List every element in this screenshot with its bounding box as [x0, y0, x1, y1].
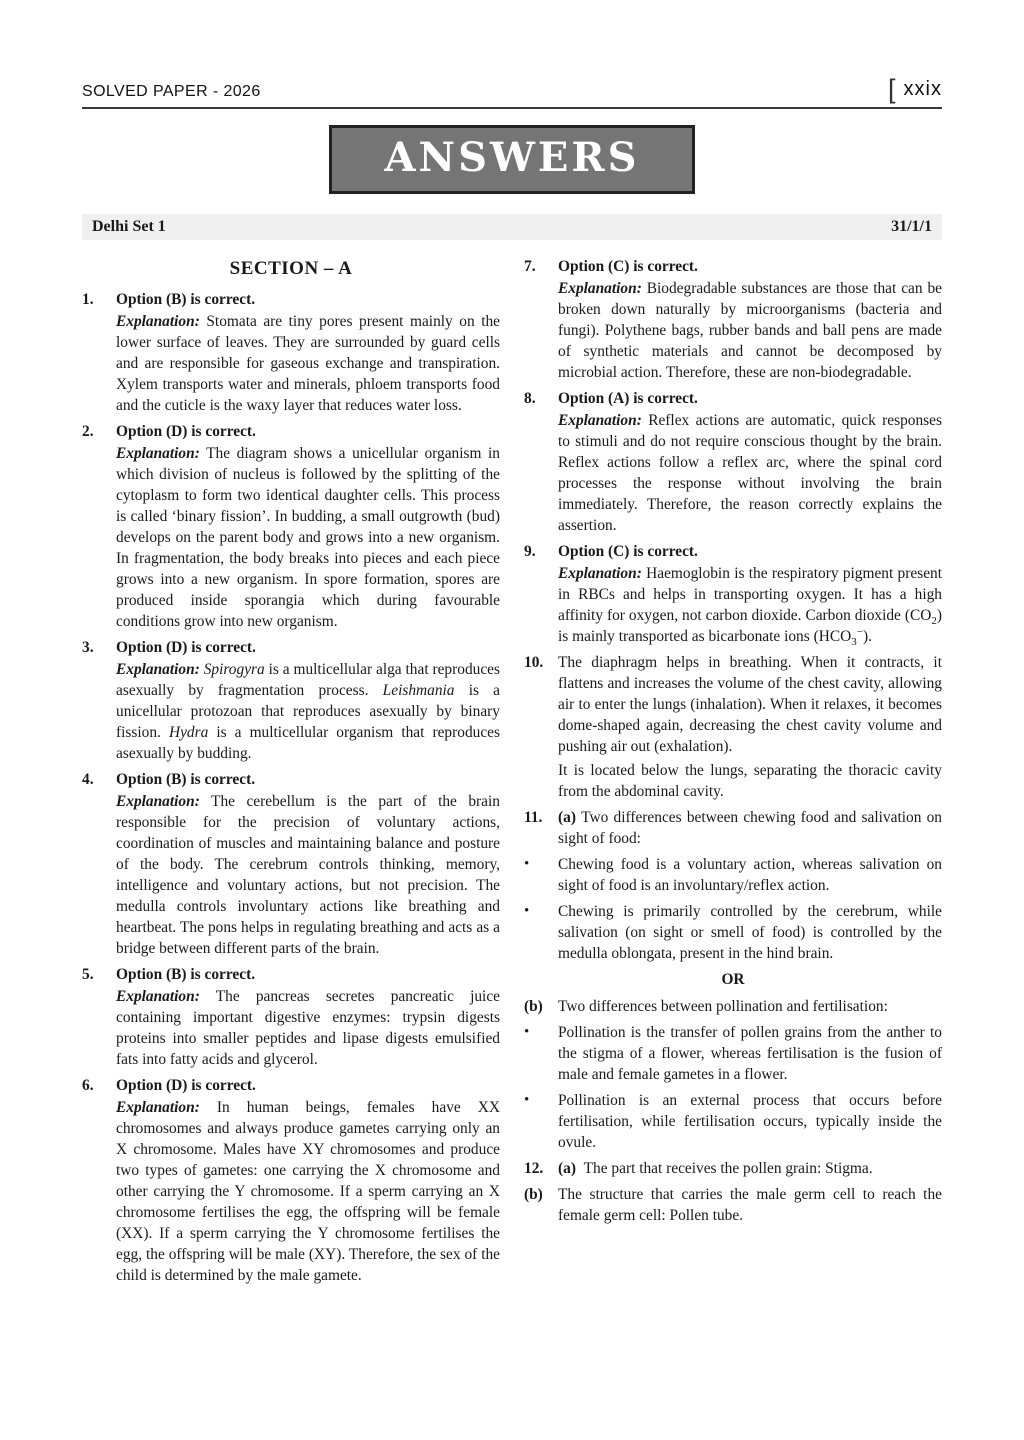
- text-run: Haemoglobin is the respiratory pigment present in RBCs and helps in transporting oxygen. It has a high affinity for oxygen, not carbon dioxide. Carbon dioxide (CO: [558, 565, 942, 624]
- text-run: Chewing food is a voluntary action, whereas salivation on sight of food is an involuntary/reflex action.: [558, 856, 942, 894]
- left-column: [82, 256, 500, 1291]
- item-marker: 11.: [524, 809, 543, 826]
- text-run: Pollination is the transfer of pollen grains from the anther to the stigma of a flower, whereas fertilisation is the fusion of male and female gametes in a flower.: [558, 1024, 942, 1083]
- item-body: [558, 256, 942, 383]
- option-answer: Option (B) is correct.: [116, 291, 256, 308]
- paragraph: [558, 996, 942, 1017]
- text-run: Explanation:: [558, 412, 642, 429]
- answer-item: [524, 1158, 942, 1179]
- explanation-paragraph: [558, 1158, 942, 1179]
- section-heading: SECTION – A: [229, 258, 353, 279]
- text-run: ) is mainly transported as bicarbonate ions (HCO: [558, 607, 942, 645]
- text-run: It is located below the lungs, separating the thoracic cavity from the abdominal cavity.: [558, 762, 942, 800]
- item-marker: 12.: [524, 1160, 544, 1177]
- item-body: [116, 637, 500, 764]
- text-run: Explanation:: [116, 313, 200, 330]
- bullet-marker: •: [524, 903, 530, 919]
- text-run: Leishmania: [382, 682, 455, 699]
- item-body: [558, 996, 942, 1017]
- item-marker: 9.: [524, 543, 536, 560]
- explanation-paragraph: [558, 278, 942, 383]
- text-run: Chewing is primarily controlled by the cerebrum, while salivation (on sight or smell of food) is controlled by the medulla oblongata, present in the hind brain.: [558, 903, 942, 962]
- bracket-glyph: [: [888, 74, 896, 105]
- text-run: Explanation:: [116, 1099, 200, 1116]
- text-run: Explanation:: [116, 988, 200, 1005]
- text-run: The structure that carries the male germ cell to reach the female germ cell: Pollen tube.: [558, 1186, 942, 1224]
- page-number: xxix: [903, 78, 942, 100]
- answer-item: [82, 964, 500, 1070]
- answer-item: [82, 421, 500, 632]
- text-run: Spirogyra: [203, 661, 265, 678]
- option-answer: Option (D) is correct.: [116, 423, 256, 440]
- explanation-paragraph: [116, 1097, 500, 1286]
- text-run: (a): [558, 1160, 584, 1177]
- item-body: [558, 1090, 942, 1153]
- item-marker: 10.: [524, 654, 544, 671]
- bullet-item: [524, 1090, 942, 1153]
- text-run: The diagram shows a unicellular organism in which division of nucleus is followed by the splitting of the cytoplasm to form two identical daughter cells. This process is called ‘binary fission’. In budding, a small outgrowth (bud) develops on the parent body and grows into a new organism. In fragmentation, the body breaks into pieces and each piece grows into a new organism. In spore formation, spores are produced inside sporangia which during favourable conditions grow into new organism.: [116, 445, 500, 630]
- item-marker: 4.: [82, 771, 94, 788]
- item-marker: 5.: [82, 966, 94, 983]
- bullet-marker: •: [524, 856, 530, 872]
- option-answer: Option (B) is correct.: [116, 771, 256, 788]
- bullet-marker: •: [524, 1092, 530, 1108]
- answer-item: [524, 652, 942, 802]
- item-marker: (b): [524, 1186, 543, 1203]
- item-marker: 3.: [82, 639, 94, 656]
- text-run: The pancreas secretes pancreatic juice containing important digestive enzymes: trypsin digests proteins into smaller peptides and lipase digests emulsified fats into fatty acids and glycerol.: [116, 988, 500, 1068]
- set-bar-right: 31/1/1: [891, 218, 932, 235]
- answer-item: [524, 256, 942, 383]
- paragraph: [558, 1022, 942, 1085]
- set-bar: [82, 214, 942, 240]
- text-run: Explanation:: [116, 445, 200, 462]
- answer-item: [524, 388, 942, 536]
- item-marker: 1.: [82, 291, 94, 308]
- answer-item: [82, 289, 500, 416]
- text-run: Explanation:: [558, 565, 642, 582]
- text-run: Pollination is an external process that occurs before fertilisation, while fertilisation occurs, typically inside the ovule.: [558, 1092, 942, 1151]
- text-run: Explanation:: [116, 793, 200, 810]
- option-answer: Option (C) is correct.: [558, 258, 698, 275]
- answers-banner: ANSWERS: [329, 125, 694, 194]
- answer-item: [524, 996, 942, 1017]
- option-answer: Option (C) is correct.: [558, 543, 698, 560]
- item-body: [116, 289, 500, 416]
- item-marker: 2.: [82, 423, 94, 440]
- two-column-layout: [82, 256, 942, 1291]
- text-run: Explanation:: [116, 661, 200, 678]
- answer-item: [82, 769, 500, 959]
- text-run: Hydra: [168, 724, 209, 741]
- explanation-paragraph: [116, 443, 500, 632]
- page-number-group: [888, 74, 942, 105]
- text-run: The part that receives the pollen grain: Stigma.: [583, 1160, 873, 1177]
- explanation-paragraph: [558, 807, 942, 849]
- page-header: [82, 74, 942, 109]
- item-body: [558, 807, 942, 849]
- explanation-paragraph: [116, 791, 500, 959]
- bullet-item: [524, 901, 942, 964]
- option-answer: Option (B) is correct.: [116, 966, 256, 983]
- or-divider: OR: [721, 971, 745, 988]
- answer-item: [82, 637, 500, 764]
- item-body: [558, 652, 942, 802]
- item-body: [116, 769, 500, 959]
- text-run: Two differences between chewing food and salivation on sight of food:: [558, 809, 942, 847]
- option-answer: Option (D) is correct.: [116, 1077, 256, 1094]
- text-run: Stomata are tiny pores present mainly on the lower surface of leaves. They are surrounded by guard cells and are responsible for gaseous exchange and transpiration. Xylem transports water and minerals, phloem transports food and the cuticle is the waxy layer that reduces water loss.: [116, 313, 500, 414]
- item-body: [558, 901, 942, 964]
- explanation-paragraph: [116, 986, 500, 1070]
- text-run: Reflex actions are automatic, quick responses to stimuli and do not require conscious thought by the brain. Reflex actions follow a reflex arc, where the spinal cord processes the response without involving the brain immediately. Therefore, the reason correctly explains the assertion.: [558, 412, 942, 534]
- answer-item: [524, 807, 942, 849]
- document-page: [82, 0, 942, 1291]
- text-run: 3: [851, 636, 857, 649]
- text-run: The diaphragm helps in breathing. When it contracts, it flattens and increases the volume of the chest cavity, allowing air to enter the lungs (inhalation). When it relaxes, it becomes dome-shaped again, decreasing the chest cavity volume and pushing air out (exhalation).: [558, 654, 942, 755]
- answers-banner-wrap: [82, 125, 942, 194]
- header-title: SOLVED PAPER - 2026: [82, 83, 261, 100]
- text-run: −: [856, 625, 863, 638]
- explanation-paragraph: [558, 563, 942, 647]
- option-answer: Option (D) is correct.: [116, 639, 256, 656]
- item-body: [116, 1075, 500, 1286]
- bullet-item: [524, 1022, 942, 1085]
- item-marker: 6.: [82, 1077, 94, 1094]
- answer-item: [82, 1075, 500, 1286]
- text-run: ).: [862, 628, 872, 645]
- item-body: [558, 1022, 942, 1085]
- text-run: is a unicellular protozoan that reproduces asexually by binary fission.: [116, 682, 501, 741]
- item-body: [558, 388, 942, 536]
- paragraph: [558, 901, 942, 964]
- text-run: In human beings, females have XX chromosomes and always produce gametes carrying only an X chromosome. Males have XY chromosomes and produce two types of gametes: one carrying the X chromosome and other carrying the Y chromosome. If a sperm carrying an X chromosome fertilises the egg, the offspring will be female (XX). If a sperm carrying the Y chromosome fertilises the egg, the offspring will be male (XY). Therefore, the sex of the child is determined by the male gamete.: [116, 1099, 500, 1284]
- item-marker: 8.: [524, 390, 536, 407]
- explanation-paragraph: [116, 311, 500, 416]
- set-bar-left: Delhi Set 1: [92, 218, 166, 235]
- explanation-paragraph: [116, 659, 500, 764]
- bullet-marker: •: [524, 1024, 530, 1040]
- text-run: Two differences between pollination and fertilisation:: [558, 998, 888, 1015]
- item-body: [558, 541, 942, 647]
- item-marker: 7.: [524, 258, 536, 275]
- explanation-paragraph: [558, 652, 942, 757]
- explanation-paragraph: [558, 760, 942, 802]
- item-body: [558, 1184, 942, 1226]
- paragraph: [558, 1090, 942, 1153]
- text-run: Explanation:: [558, 280, 642, 297]
- text-run: is a multicellular alga that reproduces asexually by fragmentation process.: [116, 661, 500, 699]
- explanation-paragraph: [558, 410, 942, 536]
- right-column: [524, 256, 942, 1291]
- bullet-item: [524, 854, 942, 896]
- option-answer: Option (A) is correct.: [558, 390, 698, 407]
- item-body: [116, 421, 500, 632]
- item-marker: (b): [524, 998, 543, 1015]
- item-body: [558, 1158, 942, 1179]
- answer-item: [524, 1184, 942, 1226]
- text-run: 2: [931, 615, 937, 628]
- answer-item: [524, 541, 942, 647]
- paragraph: [558, 854, 942, 896]
- item-body: [116, 964, 500, 1070]
- text-run: is a multicellular organism that reproduces asexually by budding.: [116, 724, 500, 762]
- text-run: (a): [558, 809, 582, 826]
- text-run: The cerebellum is the part of the brain responsible for the precision of voluntary actions, coordination of muscles and maintaining balance and posture of the body. The cerebrum controls thinking, memory, intelligence and voluntary actions, but not precision. The medulla controls involuntary actions like breathing and heartbeat. The pons helps in regulating breathing and acts as a bridge between different parts of the brain.: [116, 793, 500, 957]
- paragraph: [558, 1184, 942, 1226]
- text-run: Biodegradable substances are those that can be broken down naturally by microorganisms (bacteria and fungi). Polythene bags, rubber bands and ball pens are made of synthetic materials and cannot be decomposed by microbial action. Therefore, these are non-biodegradable.: [558, 280, 942, 381]
- item-body: [558, 854, 942, 896]
